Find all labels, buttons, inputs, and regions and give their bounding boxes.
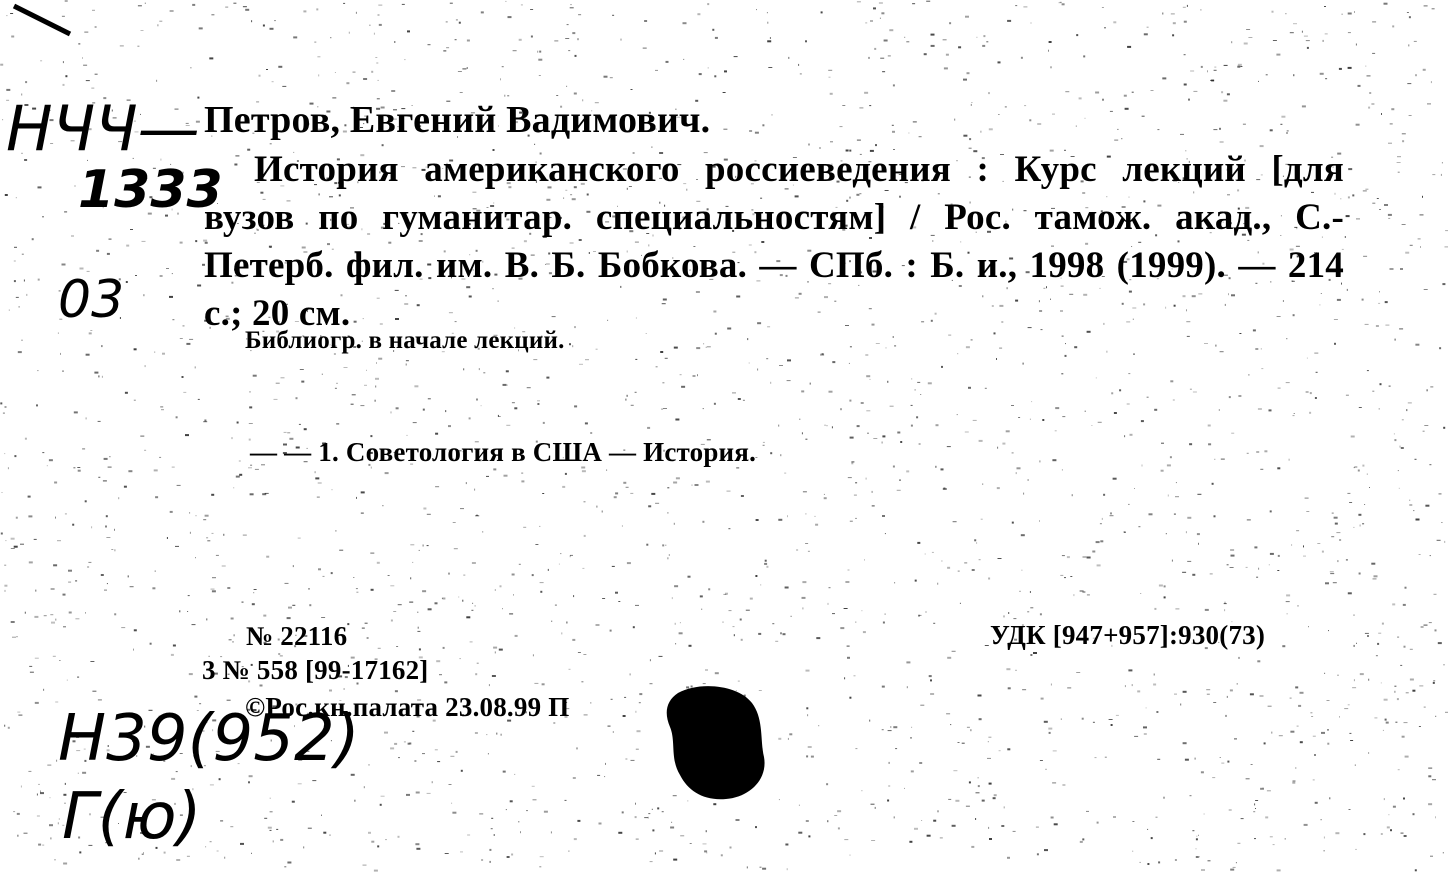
corner-pen-mark bbox=[10, 0, 90, 50]
registration-number: № 22116 bbox=[246, 621, 348, 651]
subject-heading: — — 1. Советология в США — История. bbox=[250, 437, 757, 467]
handwritten-shelf-mark-3: 03 bbox=[58, 270, 125, 330]
handwritten-classification-2: Г(ю) bbox=[62, 780, 202, 854]
udc-code: УДК [947+957]:930(73) bbox=[990, 620, 1266, 650]
bibliography-note: Библиогр. в начале лекций. bbox=[245, 327, 565, 354]
handwritten-shelf-mark-2: 1333 bbox=[78, 160, 223, 220]
handwritten-shelf-mark-1: НЧЧ— bbox=[6, 92, 200, 165]
card-number: 3 № 558 [99-17162] bbox=[202, 655, 429, 685]
author-heading: Петров, Евгений Вадимович. bbox=[204, 99, 711, 141]
copyright-line: ©Рос.кн.палата 23.08.99 П bbox=[245, 692, 570, 722]
bibliographic-description: История американского россиеведения : Курс лекций [для вузов по гуманитар. специальностям] / Рос. тамож. акад., С.-Петерб. фил. им. В. Б. Бобкова. — СПб. : Б. и., 1998 (1999). — 214 с.; 20 см. bbox=[204, 149, 1344, 334]
ink-blot bbox=[660, 683, 770, 803]
handwritten-classification-1: Н39(952) bbox=[58, 702, 360, 776]
